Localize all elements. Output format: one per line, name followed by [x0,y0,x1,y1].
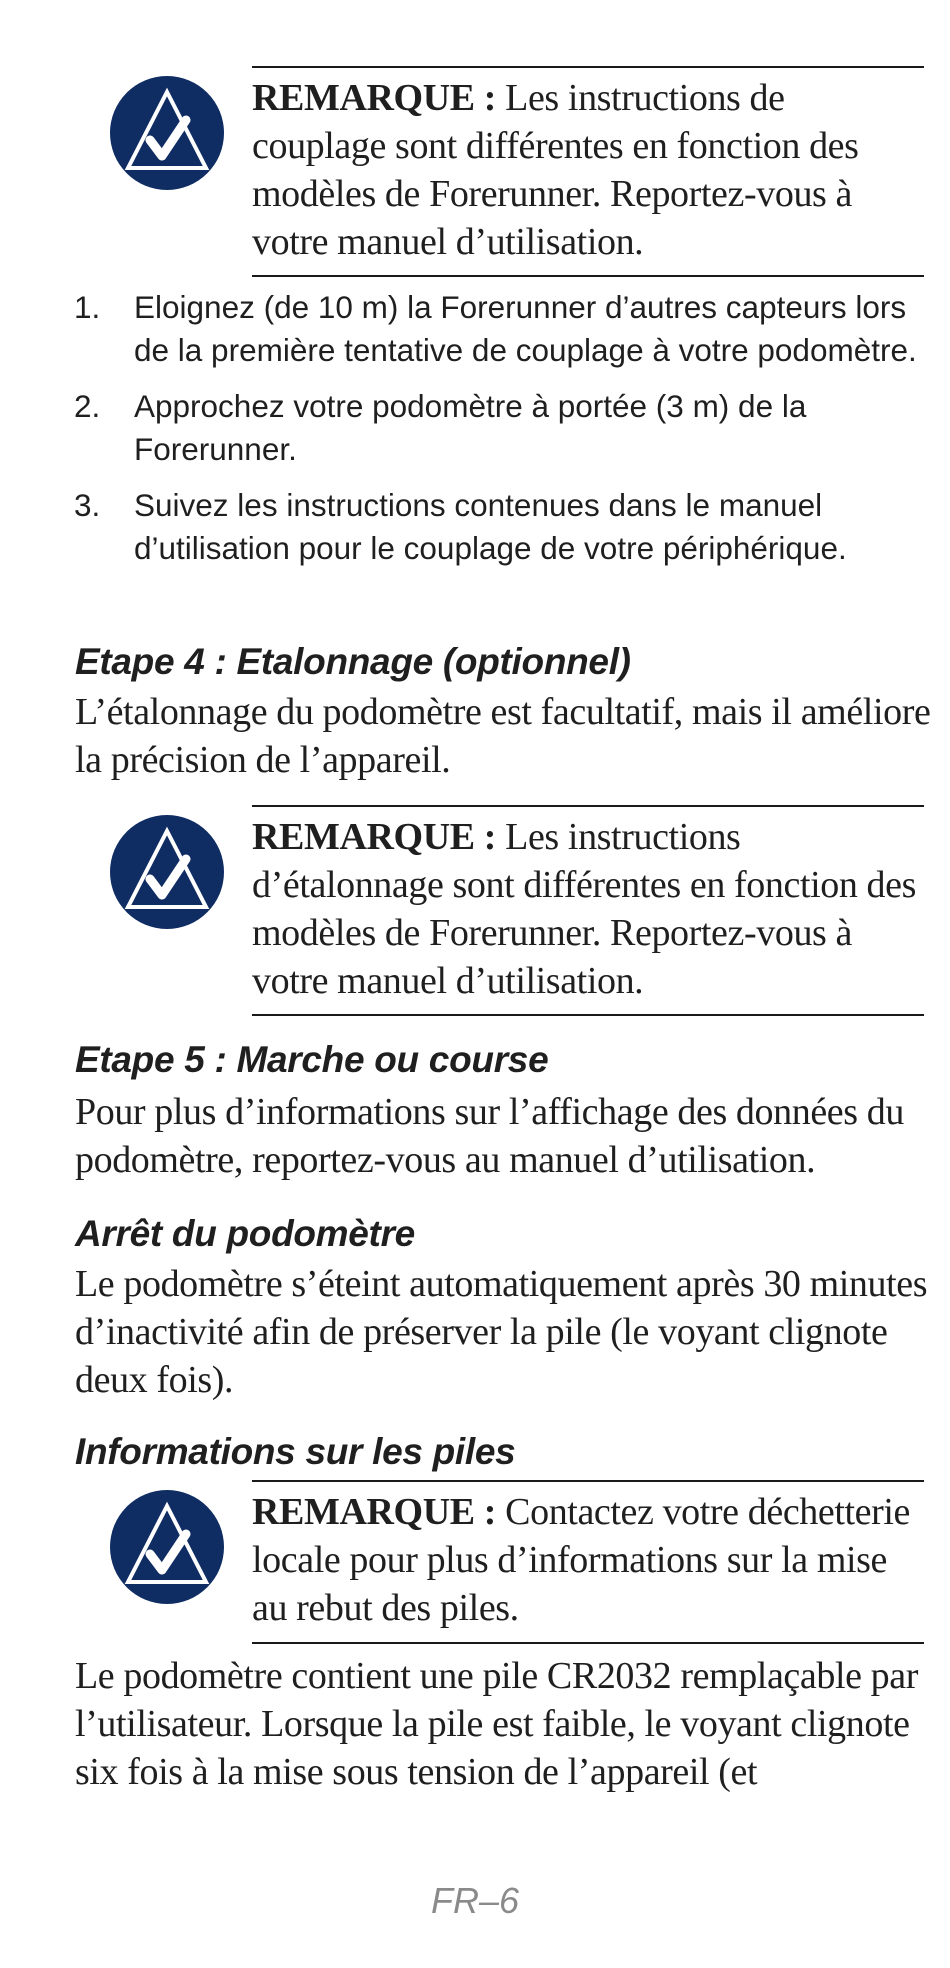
check-triangle-icon [110,76,224,190]
check-triangle-icon [110,815,224,929]
step-text: Suivez les instructions contenues dans le manuel d’utilisation pour le couplage de votre périphérique. [134,487,847,566]
note-label: REMARQUE : [252,816,497,858]
section-body-piles: Le podomètre contient une pile CR2032 remplaçable par l’utilisateur. Lorsque la pile est faible, le voyant clignote six fois à la mise sous tension de l’appareil (et [75,1655,919,1793]
note-label: REMARQUE : [252,1491,497,1533]
note-bottom-rule [252,275,924,277]
note-block [0,66,950,281]
note-body: Contactez votre déchetterie locale pour plus d’informations sur la mise au rebut des piles. [252,1491,911,1629]
section-heading-piles: Informations sur les piles [75,1431,516,1472]
note-text [252,74,924,266]
list-item [74,286,934,372]
note-bottom-rule [252,1014,924,1016]
list-item [74,484,934,570]
note-body: Les instructions d’étalonnage sont différentes en fonction des modèles de Forerunner. Reportez-vous à votre manuel d’utilisation. [252,816,917,1002]
step-number: 3. [74,487,101,523]
note-body: Les instructions de couplage sont différentes en fonction des modèles de Forerunner. Reportez-vous à votre manuel d’utilisation. [252,77,859,263]
note-block [0,805,950,1020]
page-number: FR–6 [430,1880,520,1921]
section-body-etape-5: Pour plus d’informations sur l’affichage des données du podomètre, reportez-vous au manuel d’utilisation. [75,1091,904,1181]
list-item [74,385,934,471]
section-heading-etape-5: Etape 5 : Marche ou course [75,1039,549,1080]
note-text [252,813,924,1005]
note-top-rule [252,1480,924,1482]
note-bottom-rule [252,1642,924,1644]
note-block [0,1480,950,1645]
note-top-rule [252,805,924,807]
section-body-arret: Le podomètre s’éteint automatiquement après 30 minutes d’inactivité afin de préserver la pile (le voyant clignote deux fois). [75,1263,928,1401]
step-text: Eloignez (de 10 m) la Forerunner d’autres capteurs lors de la première tentative de couplage à votre podomètre. [134,289,917,368]
note-label: REMARQUE : [252,77,497,119]
section-heading-arret: Arrêt du podomètre [75,1213,415,1254]
note-text [252,1488,924,1632]
pairing-steps-list [74,286,934,583]
step-number: 1. [74,289,101,325]
step-text: Approchez votre podomètre à portée (3 m) de la Forerunner. [134,388,807,467]
step-number: 2. [74,388,101,424]
check-triangle-icon [110,1490,224,1604]
section-body-etape-4: L’étalonnage du podomètre est facultatif, mais il améliore la précision de l’appareil. [75,691,931,781]
note-top-rule [252,66,924,68]
section-heading-etape-4: Etape 4 : Etalonnage (optionnel) [75,641,631,682]
